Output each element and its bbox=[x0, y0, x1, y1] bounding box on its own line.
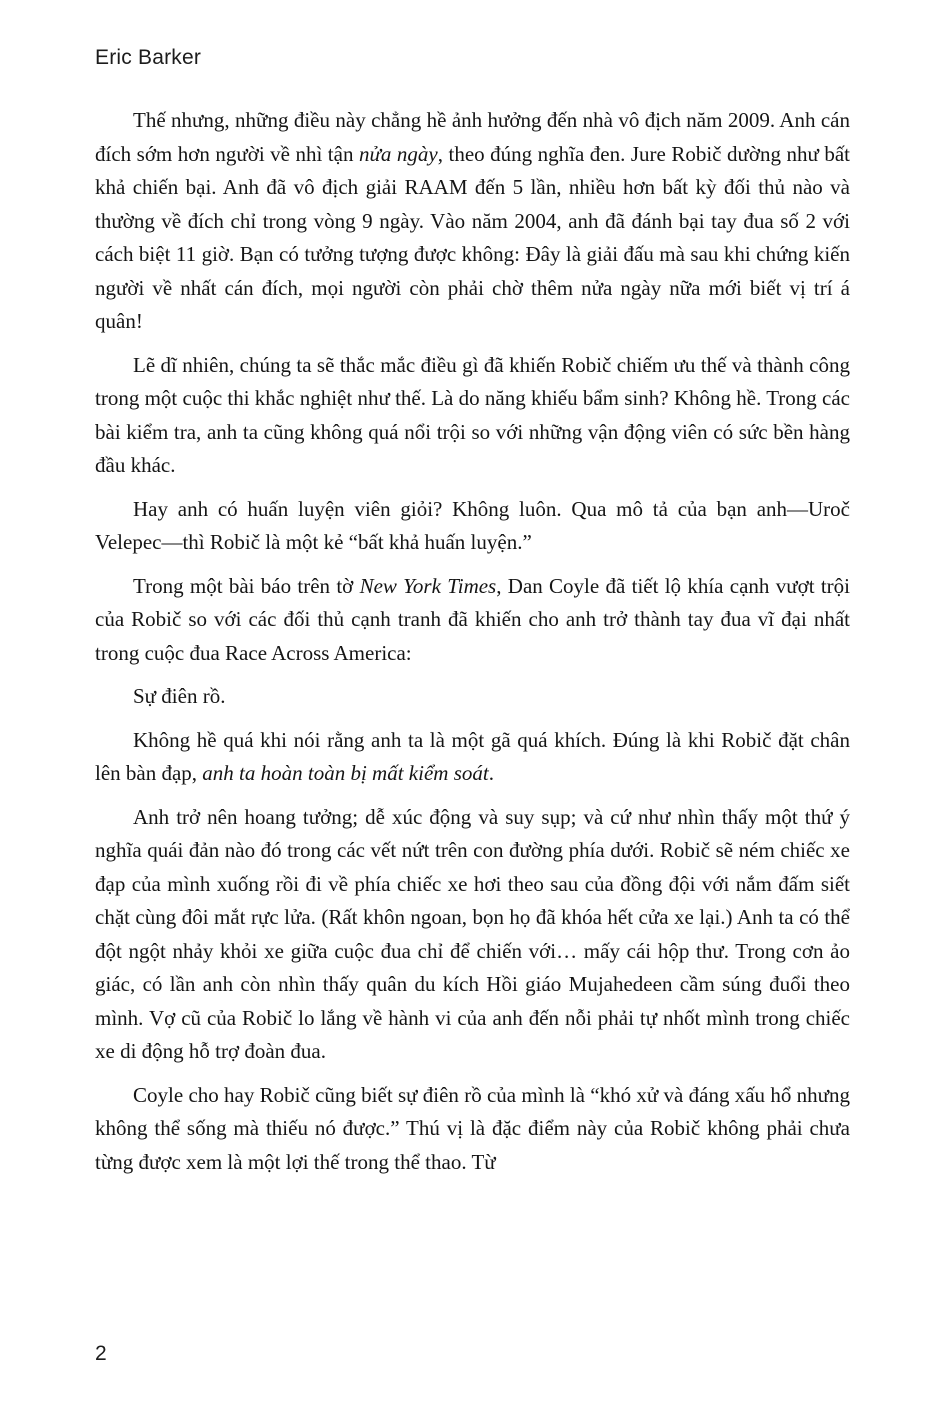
text-run: , Dan Coyle đã tiết lộ khía cạnh vượt trội của Robič so với các đối thủ cạnh tranh đã khiến cho anh trở thành tay đua vĩ đại nhất trong cuộc đua Race Across America: bbox=[95, 573, 850, 665]
text-run: Không hề quá khi nói rằng anh ta là một gã quá khích. Đúng là khi Robič đặt chân lên bàn đạp, bbox=[95, 727, 850, 785]
italic-text-run: nửa ngày bbox=[358, 141, 438, 166]
italic-text-run: New York Times bbox=[359, 573, 497, 598]
paragraph bbox=[95, 493, 850, 560]
paragraph bbox=[95, 680, 850, 714]
text-run: , theo đúng nghĩa đen. Jure Robič dường như bất khả chiến bại. Anh đã vô địch giải RAAM đến 5 lần, nhiều hơn bất kỳ đối thủ nào và thường về đích chỉ trong vòng 9 ngày. Vào năm 2004, anh đã đánh bại tay đua số 2 với cách biệt 11 giờ. Bạn có tưởng tượng được không: Đây là giải đấu mà sau khi chứng kiến người về nhất cán đích, mọi người còn phải chờ thêm nửa ngày nữa mới biết vị trí á quân! bbox=[95, 141, 850, 333]
text-run: Sự điên rồ. bbox=[133, 684, 226, 708]
paragraph bbox=[95, 801, 850, 1069]
paragraph bbox=[95, 349, 850, 483]
text-run: Lẽ dĩ nhiên, chúng ta sẽ thắc mắc điều gì đã khiến Robič chiếm ưu thế và thành công trong một cuộc thi khắc nghiệt như thế. Là do năng khiếu bẩm sinh? Không hề. Trong các bài kiểm tra, anh ta cũng không quá nổi trội so với những vận động viên có sức bền hàng đầu khác. bbox=[95, 352, 850, 477]
page-number: 2 bbox=[95, 1342, 107, 1365]
text-run: Coyle cho hay Robič cũng biết sự điên rồ của mình là “khó xử và đáng xấu hổ nhưng không thể sống mà thiếu nó được.” Thú vị là đặc điểm này của Robič không phải chưa từng được xem là một lợi thế trong thể thao. Từ bbox=[95, 1082, 850, 1174]
paragraph bbox=[95, 570, 850, 671]
italic-text-run: anh ta hoàn toàn bị mất kiểm soát bbox=[202, 761, 489, 785]
paragraph bbox=[95, 1079, 850, 1180]
body-text bbox=[95, 104, 850, 1179]
text-run: . bbox=[488, 761, 494, 785]
paragraph bbox=[95, 724, 850, 791]
text-run: Hay anh có huấn luyện viên giỏi? Không luôn. Qua mô tả của bạn anh—Uroč Velepec—thì Robič là một kẻ “bất khả huấn luyện.” bbox=[95, 496, 850, 554]
paragraph bbox=[95, 104, 850, 339]
text-run: Trong một bài báo trên tờ bbox=[133, 573, 360, 598]
text-run: Anh trở nên hoang tưởng; dễ xúc động và suy sụp; và cứ như nhìn thấy một thứ ý nghĩa quái đản nào đó trong các vết nứt trên con đường phía dưới. Robič sẽ ném chiếc xe đạp của mình xuống rồi đi về phía chiếc xe hơi theo sau của đồng đội với nắm đấm siết chặt cùng đôi mắt rực lửa. (Rất khôn ngoan, bọn họ đã khóa hết cửa xe lại.) Anh ta có thể đột ngột nhảy khỏi xe giữa cuộc đua chỉ để chiến với… mấy cái hộp thư. Trong cơn ảo giác, có lần anh còn nhìn thấy quân du kích Hồi giáo Mujahedeen cầm súng đuổi theo mình. Vợ cũ của Robič lo lắng về hành vi của anh đến nỗi phải tự nhốt mình trong chiếc xe di động hỗ trợ đoàn đua. bbox=[95, 804, 850, 1063]
text-run: Thế nhưng, những điều này chẳng hề ảnh hưởng đến nhà vô địch năm 2009. Anh cán đích sớm hơn người về nhì tận bbox=[95, 108, 850, 166]
running-header: Eric Barker bbox=[95, 46, 202, 69]
